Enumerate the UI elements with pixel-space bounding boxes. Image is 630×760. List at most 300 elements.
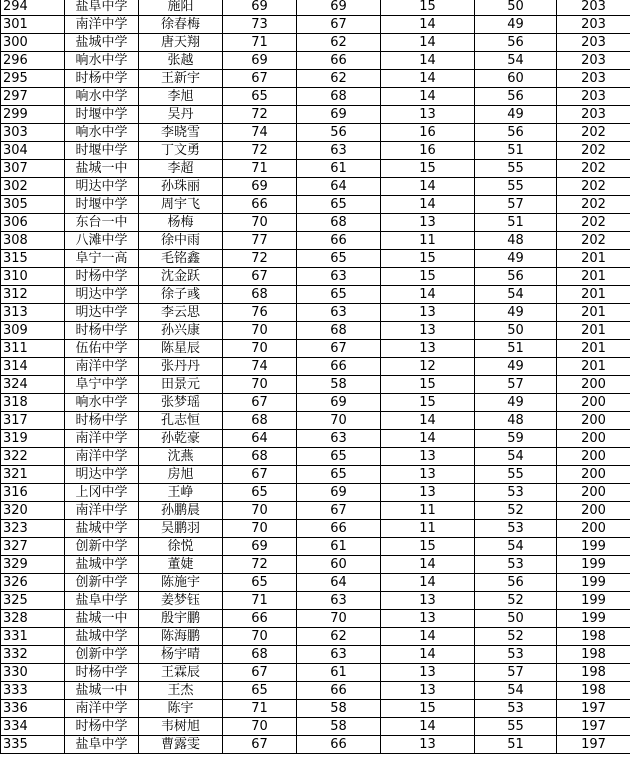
total-cell[interactable]: 200: [557, 376, 630, 394]
score3-cell[interactable]: 15: [381, 376, 475, 394]
score4-cell[interactable]: 52: [475, 502, 557, 520]
score3-cell[interactable]: 14: [381, 646, 475, 664]
score4-cell[interactable]: 49: [475, 394, 557, 412]
rank-cell[interactable]: 308: [1, 232, 65, 250]
school-cell[interactable]: 响水中学: [65, 52, 139, 70]
rank-cell[interactable]: 328: [1, 610, 65, 628]
score1-cell[interactable]: 70: [223, 340, 297, 358]
score1-cell[interactable]: 69: [223, 52, 297, 70]
school-cell[interactable]: 南洋中学: [65, 700, 139, 718]
score1-cell[interactable]: 71: [223, 160, 297, 178]
school-cell[interactable]: 响水中学: [65, 88, 139, 106]
school-cell[interactable]: 南洋中学: [65, 16, 139, 34]
school-cell[interactable]: 明达中学: [65, 178, 139, 196]
rank-cell[interactable]: 309: [1, 322, 65, 340]
score1-cell[interactable]: 72: [223, 106, 297, 124]
rank-cell[interactable]: 311: [1, 340, 65, 358]
school-cell[interactable]: 时杨中学: [65, 70, 139, 88]
total-cell[interactable]: 201: [557, 340, 630, 358]
total-cell[interactable]: 199: [557, 538, 630, 556]
score3-cell[interactable]: 11: [381, 232, 475, 250]
score3-cell[interactable]: 16: [381, 124, 475, 142]
score3-cell[interactable]: 15: [381, 538, 475, 556]
total-cell[interactable]: 200: [557, 412, 630, 430]
total-cell[interactable]: 200: [557, 448, 630, 466]
score1-cell[interactable]: 71: [223, 34, 297, 52]
student-name-cell[interactable]: 王霖辰: [139, 664, 223, 682]
school-cell[interactable]: 盐城一中: [65, 160, 139, 178]
score2-cell[interactable]: 56: [297, 124, 381, 142]
score2-cell[interactable]: 70: [297, 412, 381, 430]
score2-cell[interactable]: 63: [297, 304, 381, 322]
total-cell[interactable]: 203: [557, 0, 630, 16]
score1-cell[interactable]: 74: [223, 358, 297, 376]
score4-cell[interactable]: 50: [475, 610, 557, 628]
score1-cell[interactable]: 70: [223, 628, 297, 646]
score2-cell[interactable]: 67: [297, 16, 381, 34]
score2-cell[interactable]: 62: [297, 70, 381, 88]
score3-cell[interactable]: 13: [381, 304, 475, 322]
score2-cell[interactable]: 63: [297, 646, 381, 664]
score3-cell[interactable]: 14: [381, 430, 475, 448]
score2-cell[interactable]: 61: [297, 160, 381, 178]
student-name-cell[interactable]: 孙乾豪: [139, 430, 223, 448]
student-name-cell[interactable]: 董婕: [139, 556, 223, 574]
student-name-cell[interactable]: 徐春梅: [139, 16, 223, 34]
student-name-cell[interactable]: 姜梦钰: [139, 592, 223, 610]
total-cell[interactable]: 198: [557, 628, 630, 646]
student-name-cell[interactable]: 徐悦: [139, 538, 223, 556]
score1-cell[interactable]: 65: [223, 88, 297, 106]
score3-cell[interactable]: 14: [381, 574, 475, 592]
rank-cell[interactable]: 297: [1, 88, 65, 106]
score3-cell[interactable]: 16: [381, 142, 475, 160]
total-cell[interactable]: 198: [557, 664, 630, 682]
score2-cell[interactable]: 66: [297, 358, 381, 376]
score2-cell[interactable]: 61: [297, 538, 381, 556]
score4-cell[interactable]: 55: [475, 718, 557, 736]
score3-cell[interactable]: 12: [381, 358, 475, 376]
score2-cell[interactable]: 58: [297, 718, 381, 736]
total-cell[interactable]: 200: [557, 394, 630, 412]
score2-cell[interactable]: 63: [297, 142, 381, 160]
student-name-cell[interactable]: 沈金跃: [139, 268, 223, 286]
student-name-cell[interactable]: 陈施宇: [139, 574, 223, 592]
score1-cell[interactable]: 67: [223, 466, 297, 484]
score1-cell[interactable]: 67: [223, 394, 297, 412]
rank-cell[interactable]: 321: [1, 466, 65, 484]
score2-cell[interactable]: 63: [297, 430, 381, 448]
score2-cell[interactable]: 69: [297, 394, 381, 412]
score2-cell[interactable]: 60: [297, 556, 381, 574]
rank-cell[interactable]: 310: [1, 268, 65, 286]
score4-cell[interactable]: 55: [475, 160, 557, 178]
student-name-cell[interactable]: 殷宇鹏: [139, 610, 223, 628]
total-cell[interactable]: 200: [557, 484, 630, 502]
score4-cell[interactable]: 56: [475, 124, 557, 142]
rank-cell[interactable]: 324: [1, 376, 65, 394]
score2-cell[interactable]: 58: [297, 700, 381, 718]
score2-cell[interactable]: 68: [297, 214, 381, 232]
student-name-cell[interactable]: 唐天翔: [139, 34, 223, 52]
rank-cell[interactable]: 294: [1, 0, 65, 16]
score1-cell[interactable]: 69: [223, 178, 297, 196]
score2-cell[interactable]: 64: [297, 178, 381, 196]
score1-cell[interactable]: 67: [223, 70, 297, 88]
school-cell[interactable]: 时杨中学: [65, 718, 139, 736]
rank-cell[interactable]: 301: [1, 16, 65, 34]
school-cell[interactable]: 时堰中学: [65, 106, 139, 124]
score2-cell[interactable]: 69: [297, 484, 381, 502]
score4-cell[interactable]: 55: [475, 178, 557, 196]
score3-cell[interactable]: 14: [381, 286, 475, 304]
rank-cell[interactable]: 325: [1, 592, 65, 610]
total-cell[interactable]: 203: [557, 88, 630, 106]
score2-cell[interactable]: 63: [297, 592, 381, 610]
student-name-cell[interactable]: 曹露雯: [139, 736, 223, 754]
score1-cell[interactable]: 70: [223, 214, 297, 232]
student-name-cell[interactable]: 杨宇晴: [139, 646, 223, 664]
score4-cell[interactable]: 53: [475, 700, 557, 718]
score3-cell[interactable]: 14: [381, 88, 475, 106]
score2-cell[interactable]: 66: [297, 736, 381, 754]
score3-cell[interactable]: 14: [381, 16, 475, 34]
rank-cell[interactable]: 331: [1, 628, 65, 646]
total-cell[interactable]: 201: [557, 322, 630, 340]
score3-cell[interactable]: 14: [381, 178, 475, 196]
score4-cell[interactable]: 56: [475, 88, 557, 106]
score1-cell[interactable]: 68: [223, 646, 297, 664]
rank-cell[interactable]: 333: [1, 682, 65, 700]
score1-cell[interactable]: 65: [223, 574, 297, 592]
score2-cell[interactable]: 66: [297, 682, 381, 700]
student-name-cell[interactable]: 周宇飞: [139, 196, 223, 214]
score1-cell[interactable]: 71: [223, 592, 297, 610]
score1-cell[interactable]: 74: [223, 124, 297, 142]
school-cell[interactable]: 南洋中学: [65, 448, 139, 466]
score4-cell[interactable]: 49: [475, 304, 557, 322]
rank-cell[interactable]: 313: [1, 304, 65, 322]
school-cell[interactable]: 盐阜中学: [65, 736, 139, 754]
student-name-cell[interactable]: 毛铭鑫: [139, 250, 223, 268]
school-cell[interactable]: 东台一中: [65, 214, 139, 232]
total-cell[interactable]: 199: [557, 574, 630, 592]
score1-cell[interactable]: 64: [223, 430, 297, 448]
score4-cell[interactable]: 56: [475, 34, 557, 52]
total-cell[interactable]: 201: [557, 250, 630, 268]
score4-cell[interactable]: 53: [475, 484, 557, 502]
score1-cell[interactable]: 70: [223, 376, 297, 394]
score2-cell[interactable]: 65: [297, 250, 381, 268]
score2-cell[interactable]: 61: [297, 664, 381, 682]
school-cell[interactable]: 响水中学: [65, 124, 139, 142]
score4-cell[interactable]: 49: [475, 358, 557, 376]
score3-cell[interactable]: 15: [381, 160, 475, 178]
score4-cell[interactable]: 54: [475, 286, 557, 304]
student-name-cell[interactable]: 韦树旭: [139, 718, 223, 736]
rank-cell[interactable]: 319: [1, 430, 65, 448]
score4-cell[interactable]: 50: [475, 322, 557, 340]
student-name-cell[interactable]: 李旭: [139, 88, 223, 106]
score4-cell[interactable]: 49: [475, 106, 557, 124]
total-cell[interactable]: 197: [557, 700, 630, 718]
score1-cell[interactable]: 76: [223, 304, 297, 322]
score3-cell[interactable]: 14: [381, 52, 475, 70]
total-cell[interactable]: 198: [557, 682, 630, 700]
rank-cell[interactable]: 326: [1, 574, 65, 592]
score1-cell[interactable]: 69: [223, 538, 297, 556]
school-cell[interactable]: 南洋中学: [65, 430, 139, 448]
student-name-cell[interactable]: 张梦瑶: [139, 394, 223, 412]
school-cell[interactable]: 盐城中学: [65, 556, 139, 574]
score2-cell[interactable]: 62: [297, 628, 381, 646]
total-cell[interactable]: 198: [557, 646, 630, 664]
score4-cell[interactable]: 53: [475, 556, 557, 574]
score1-cell[interactable]: 65: [223, 484, 297, 502]
student-name-cell[interactable]: 张丹丹: [139, 358, 223, 376]
student-name-cell[interactable]: 李超: [139, 160, 223, 178]
score3-cell[interactable]: 14: [381, 70, 475, 88]
score2-cell[interactable]: 67: [297, 502, 381, 520]
school-cell[interactable]: 阜宁中学: [65, 376, 139, 394]
total-cell[interactable]: 199: [557, 610, 630, 628]
student-name-cell[interactable]: 沈燕: [139, 448, 223, 466]
score4-cell[interactable]: 54: [475, 448, 557, 466]
student-name-cell[interactable]: 李云思: [139, 304, 223, 322]
total-cell[interactable]: 200: [557, 430, 630, 448]
student-name-cell[interactable]: 徐子彧: [139, 286, 223, 304]
score3-cell[interactable]: 13: [381, 106, 475, 124]
score1-cell[interactable]: 68: [223, 412, 297, 430]
student-name-cell[interactable]: 孙鹏晨: [139, 502, 223, 520]
school-cell[interactable]: 时杨中学: [65, 664, 139, 682]
score3-cell[interactable]: 13: [381, 322, 475, 340]
score1-cell[interactable]: 65: [223, 682, 297, 700]
rank-cell[interactable]: 315: [1, 250, 65, 268]
score3-cell[interactable]: 14: [381, 412, 475, 430]
rank-cell[interactable]: 303: [1, 124, 65, 142]
score3-cell[interactable]: 14: [381, 556, 475, 574]
score1-cell[interactable]: 66: [223, 196, 297, 214]
total-cell[interactable]: 202: [557, 124, 630, 142]
school-cell[interactable]: 明达中学: [65, 466, 139, 484]
score1-cell[interactable]: 73: [223, 16, 297, 34]
total-cell[interactable]: 201: [557, 268, 630, 286]
student-name-cell[interactable]: 王杰: [139, 682, 223, 700]
total-cell[interactable]: 200: [557, 502, 630, 520]
total-cell[interactable]: 202: [557, 160, 630, 178]
rank-cell[interactable]: 296: [1, 52, 65, 70]
score4-cell[interactable]: 56: [475, 268, 557, 286]
school-cell[interactable]: 响水中学: [65, 394, 139, 412]
score3-cell[interactable]: 13: [381, 466, 475, 484]
total-cell[interactable]: 203: [557, 16, 630, 34]
rank-cell[interactable]: 323: [1, 520, 65, 538]
score4-cell[interactable]: 60: [475, 70, 557, 88]
score2-cell[interactable]: 62: [297, 34, 381, 52]
school-cell[interactable]: 时杨中学: [65, 322, 139, 340]
score1-cell[interactable]: 69: [223, 0, 297, 16]
score4-cell[interactable]: 57: [475, 664, 557, 682]
total-cell[interactable]: 202: [557, 142, 630, 160]
total-cell[interactable]: 201: [557, 286, 630, 304]
score4-cell[interactable]: 51: [475, 214, 557, 232]
score3-cell[interactable]: 13: [381, 484, 475, 502]
school-cell[interactable]: 盐城中学: [65, 34, 139, 52]
rank-cell[interactable]: 312: [1, 286, 65, 304]
score1-cell[interactable]: 67: [223, 736, 297, 754]
score1-cell[interactable]: 68: [223, 286, 297, 304]
school-cell[interactable]: 盐城一中: [65, 682, 139, 700]
total-cell[interactable]: 202: [557, 214, 630, 232]
score4-cell[interactable]: 57: [475, 196, 557, 214]
score3-cell[interactable]: 13: [381, 340, 475, 358]
score3-cell[interactable]: 14: [381, 718, 475, 736]
rank-cell[interactable]: 314: [1, 358, 65, 376]
score2-cell[interactable]: 69: [297, 106, 381, 124]
school-cell[interactable]: 创新中学: [65, 538, 139, 556]
score2-cell[interactable]: 65: [297, 448, 381, 466]
score4-cell[interactable]: 55: [475, 466, 557, 484]
total-cell[interactable]: 200: [557, 466, 630, 484]
score4-cell[interactable]: 52: [475, 592, 557, 610]
rank-cell[interactable]: 322: [1, 448, 65, 466]
rank-cell[interactable]: 336: [1, 700, 65, 718]
total-cell[interactable]: 197: [557, 718, 630, 736]
student-name-cell[interactable]: 陈海鹏: [139, 628, 223, 646]
student-name-cell[interactable]: 孙珠丽: [139, 178, 223, 196]
rank-cell[interactable]: 334: [1, 718, 65, 736]
score4-cell[interactable]: 57: [475, 376, 557, 394]
score3-cell[interactable]: 14: [381, 196, 475, 214]
total-cell[interactable]: 202: [557, 232, 630, 250]
score4-cell[interactable]: 54: [475, 682, 557, 700]
total-cell[interactable]: 199: [557, 556, 630, 574]
score2-cell[interactable]: 65: [297, 466, 381, 484]
student-name-cell[interactable]: 房旭: [139, 466, 223, 484]
student-name-cell[interactable]: 徐中雨: [139, 232, 223, 250]
score2-cell[interactable]: 66: [297, 520, 381, 538]
student-name-cell[interactable]: 陈宇: [139, 700, 223, 718]
rank-cell[interactable]: 305: [1, 196, 65, 214]
total-cell[interactable]: 203: [557, 106, 630, 124]
score1-cell[interactable]: 68: [223, 448, 297, 466]
score1-cell[interactable]: 72: [223, 250, 297, 268]
score2-cell[interactable]: 66: [297, 52, 381, 70]
school-cell[interactable]: 上冈中学: [65, 484, 139, 502]
rank-cell[interactable]: 335: [1, 736, 65, 754]
rank-cell[interactable]: 304: [1, 142, 65, 160]
student-name-cell[interactable]: 李晓雪: [139, 124, 223, 142]
score2-cell[interactable]: 67: [297, 340, 381, 358]
score2-cell[interactable]: 68: [297, 88, 381, 106]
score1-cell[interactable]: 70: [223, 718, 297, 736]
score3-cell[interactable]: 11: [381, 502, 475, 520]
score2-cell[interactable]: 65: [297, 196, 381, 214]
school-cell[interactable]: 盐阜中学: [65, 592, 139, 610]
rank-cell[interactable]: 300: [1, 34, 65, 52]
school-cell[interactable]: 伍佑中学: [65, 340, 139, 358]
score3-cell[interactable]: 13: [381, 664, 475, 682]
score3-cell[interactable]: 13: [381, 592, 475, 610]
rank-cell[interactable]: 320: [1, 502, 65, 520]
score1-cell[interactable]: 67: [223, 268, 297, 286]
student-name-cell[interactable]: 张越: [139, 52, 223, 70]
score3-cell[interactable]: 13: [381, 448, 475, 466]
school-cell[interactable]: 时杨中学: [65, 268, 139, 286]
total-cell[interactable]: 201: [557, 358, 630, 376]
score4-cell[interactable]: 54: [475, 52, 557, 70]
score3-cell[interactable]: 13: [381, 214, 475, 232]
score1-cell[interactable]: 71: [223, 700, 297, 718]
total-cell[interactable]: 202: [557, 196, 630, 214]
total-cell[interactable]: 197: [557, 736, 630, 754]
school-cell[interactable]: 南洋中学: [65, 502, 139, 520]
score2-cell[interactable]: 58: [297, 376, 381, 394]
total-cell[interactable]: 201: [557, 304, 630, 322]
score1-cell[interactable]: 72: [223, 142, 297, 160]
score3-cell[interactable]: 14: [381, 34, 475, 52]
rank-cell[interactable]: 302: [1, 178, 65, 196]
score1-cell[interactable]: 77: [223, 232, 297, 250]
school-cell[interactable]: 南洋中学: [65, 358, 139, 376]
score4-cell[interactable]: 59: [475, 430, 557, 448]
score4-cell[interactable]: 51: [475, 142, 557, 160]
student-name-cell[interactable]: 陈星辰: [139, 340, 223, 358]
total-cell[interactable]: 199: [557, 592, 630, 610]
rank-cell[interactable]: 316: [1, 484, 65, 502]
score2-cell[interactable]: 70: [297, 610, 381, 628]
total-cell[interactable]: 203: [557, 52, 630, 70]
score4-cell[interactable]: 49: [475, 16, 557, 34]
school-cell[interactable]: 时杨中学: [65, 412, 139, 430]
score3-cell[interactable]: 11: [381, 520, 475, 538]
score2-cell[interactable]: 66: [297, 232, 381, 250]
student-name-cell[interactable]: 孙兴康: [139, 322, 223, 340]
score3-cell[interactable]: 15: [381, 250, 475, 268]
score4-cell[interactable]: 53: [475, 520, 557, 538]
total-cell[interactable]: 203: [557, 70, 630, 88]
rank-cell[interactable]: 295: [1, 70, 65, 88]
score3-cell[interactable]: 13: [381, 610, 475, 628]
school-cell[interactable]: 盐城一中: [65, 610, 139, 628]
student-name-cell[interactable]: 吴丹: [139, 106, 223, 124]
score4-cell[interactable]: 51: [475, 340, 557, 358]
student-name-cell[interactable]: 孔志恒: [139, 412, 223, 430]
score1-cell[interactable]: 70: [223, 520, 297, 538]
rank-cell[interactable]: 318: [1, 394, 65, 412]
school-cell[interactable]: 时堰中学: [65, 196, 139, 214]
score3-cell[interactable]: 13: [381, 682, 475, 700]
student-name-cell[interactable]: 田景元: [139, 376, 223, 394]
school-cell[interactable]: 创新中学: [65, 574, 139, 592]
score4-cell[interactable]: 48: [475, 232, 557, 250]
score3-cell[interactable]: 15: [381, 700, 475, 718]
student-name-cell[interactable]: 丁文勇: [139, 142, 223, 160]
score3-cell[interactable]: 15: [381, 268, 475, 286]
student-name-cell[interactable]: 吴鹏羽: [139, 520, 223, 538]
score2-cell[interactable]: 65: [297, 286, 381, 304]
score4-cell[interactable]: 54: [475, 538, 557, 556]
score1-cell[interactable]: 67: [223, 664, 297, 682]
total-cell[interactable]: 202: [557, 178, 630, 196]
score4-cell[interactable]: 51: [475, 736, 557, 754]
score1-cell[interactable]: 72: [223, 556, 297, 574]
score3-cell[interactable]: 13: [381, 736, 475, 754]
school-cell[interactable]: 盐城中学: [65, 628, 139, 646]
total-cell[interactable]: 200: [557, 520, 630, 538]
score4-cell[interactable]: 52: [475, 628, 557, 646]
